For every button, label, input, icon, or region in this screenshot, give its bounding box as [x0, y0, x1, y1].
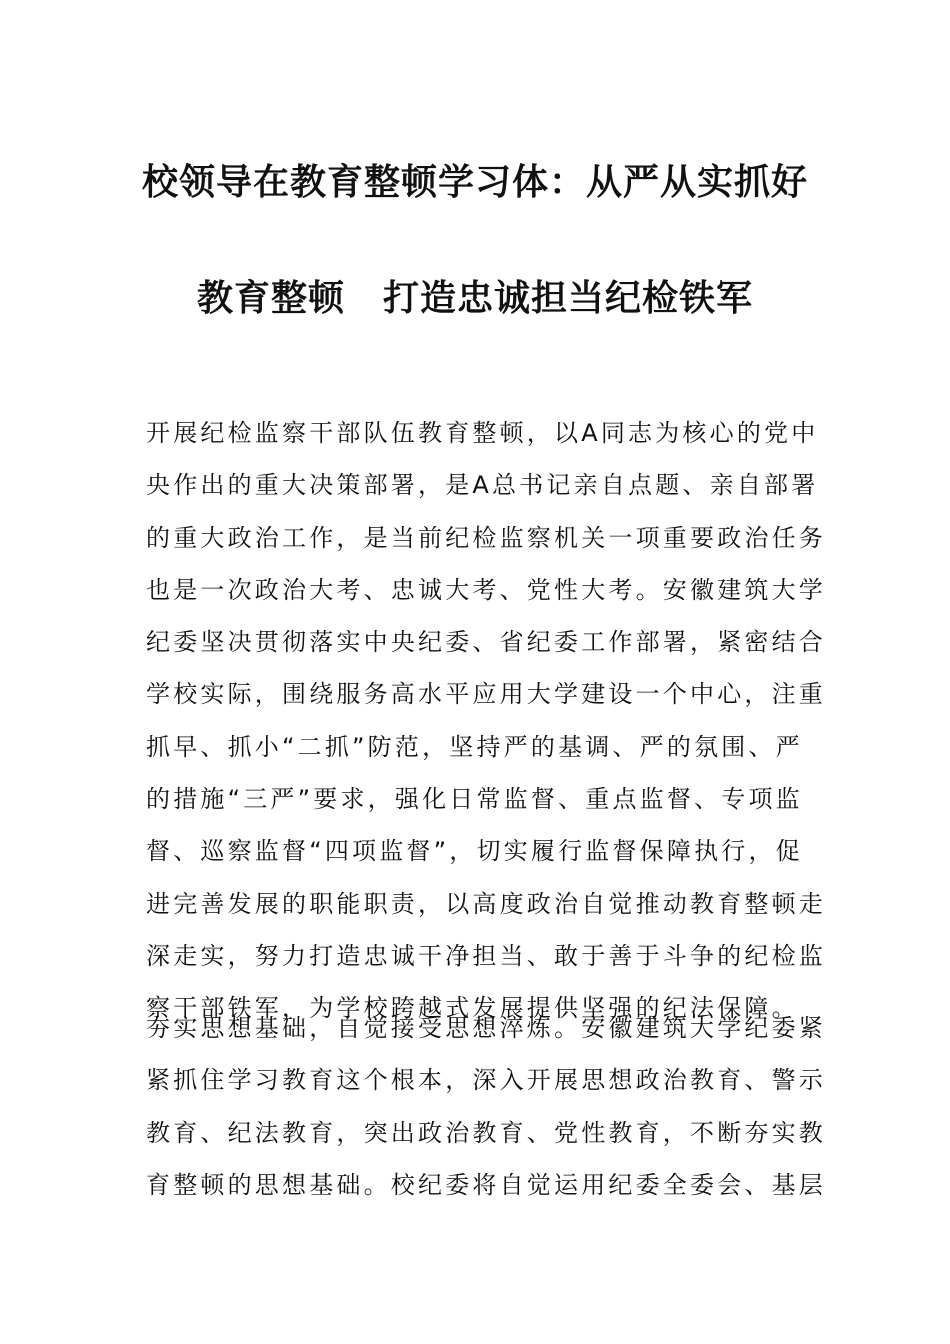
text-line: 督、巡察监督“四项监督”，切实履行监督保障执行，促 [146, 837, 803, 866]
text-line: 深走实，努力打造忠诚干净担当、敢于善于斗争的纪检监 [146, 941, 826, 970]
text-line: 育整顿的思想基础。校纪委将自觉运用纪委全委会、基层 [146, 1170, 826, 1199]
text-line: 抓早、抓小“二抓”防范，坚持严的基调、严的氛围、严 [146, 732, 803, 761]
text-line: 也是一次政治大考、忠诚大考、党性大考。安徽建筑大学 [146, 575, 826, 604]
text-line: 开展纪检监察干部队伍教育整顿，以A同志为核心的党中 [146, 419, 819, 447]
paragraph-1 [146, 407, 826, 1035]
text-line: 纪委坚决贯彻落实中央纪委、省纪委工作部署，紧密结合 [146, 628, 826, 657]
text-line: 央作出的重大决策部署，是A总书记亲自点题、亲自部署 [146, 471, 819, 500]
document-title-line-2 [100, 278, 850, 318]
text-line: 教育、纪法教育，突出政治教育、党性教育，不断夯实教 [146, 1118, 826, 1147]
text-line: 察干部铁军，为学校跨越式发展提供坚强的纪法保障。 [146, 994, 799, 1023]
text-line: 进完善发展的职能职责，以高度政治自觉推动教育整顿走 [146, 889, 826, 918]
text-line: 夯实思想基础，自觉接受思想淬炼。安徽建筑大学纪委紧 [146, 1014, 826, 1042]
title-line-2-part-1: 教育整顿 [196, 277, 345, 319]
document-title-line-1: 校领导在教育整顿学习体：从严从实抓好 [141, 161, 808, 203]
text-line: 学校实际，围绕服务高水平应用大学建设一个中心，注重 [146, 680, 826, 709]
text-line: 紧抓住学习教育这个根本，深入开展思想政治教育、警示 [146, 1066, 826, 1095]
text-line: 的措施“三严”要求，强化日常监督、重点监督、专项监 [146, 785, 803, 814]
title-line-2-part-2: 打造忠诚担当纪检铁军 [383, 277, 754, 319]
text-line: 的重大政治工作，是当前纪检监察机关一项重要政治任务 [146, 523, 826, 552]
paragraph-2 [146, 1002, 826, 1211]
